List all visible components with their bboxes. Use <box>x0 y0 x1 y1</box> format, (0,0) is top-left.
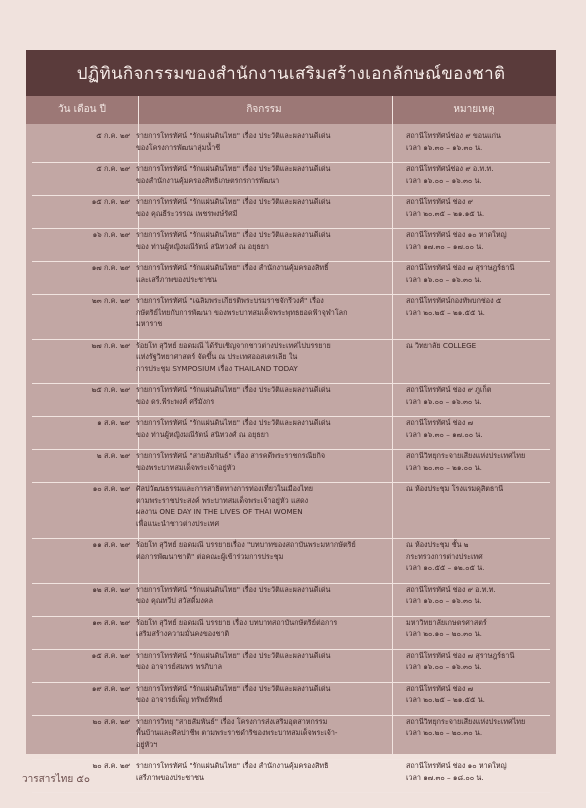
note-line: สถานีโทรทัศน์ ช่อง ๑๐ หาดใหญ่ <box>406 230 507 239</box>
note-line: สถานีโทรทัศน์ ช่อง ๑๐ หาดใหญ่ <box>406 761 507 770</box>
table-row <box>26 130 556 163</box>
row-activity <box>136 483 386 529</box>
header-note: หมายเหตุ <box>453 104 495 115</box>
row-note <box>406 295 554 318</box>
row-activity <box>136 262 386 285</box>
table-row <box>26 340 556 385</box>
row-date: ๒ ส.ค. ๒๙ <box>96 451 130 460</box>
note-line: เวลา ๑๖.๐๐ – ๑๖.๓๐ น. <box>406 662 482 671</box>
activity-line: ศิลปวัฒนธรรมและการสาธิตทางการท่องเที่ยวในเมืองไทย <box>136 484 313 493</box>
row-date: ๒๐ ส.ค. ๒๙ <box>92 761 130 770</box>
row-note <box>406 229 554 252</box>
table-row <box>26 163 556 196</box>
note-line: สถานีวิทยุกระจายเสียงแห่งประเทศไทย <box>406 716 526 726</box>
note-line: ณ วิทยาลัย COLLEGE <box>406 340 477 350</box>
note-line: เวลา ๑๖.๓๐ – ๑๗.๐๐ น. <box>406 429 483 439</box>
row-date: ๑๒ ส.ค. ๒๙ <box>92 584 130 594</box>
activity-line: มหาราช <box>136 319 163 328</box>
note-line: สถานีโทรทัศน์ ช่อง ๗ สุราษฎร์ธานี <box>406 650 515 660</box>
row-note <box>406 683 554 706</box>
note-line: เวลา ๑๖.๐๐ – ๑๖.๓๐ น. <box>406 596 482 605</box>
row-date: ๒๕ ก.ค. ๒๙ <box>91 385 130 394</box>
note-line: เวลา ๑๗.๓๐ – ๑๘.๐๐ น. <box>406 772 484 782</box>
note-line: สถานีโทรทัศน์ ช่อง ๗ <box>406 683 474 693</box>
row-date: ๒๓ ก.ค. ๒๙ <box>92 296 130 305</box>
activity-line: ของ ดร.พีระพงศ์ ศรีมังกร <box>136 396 215 406</box>
table-row <box>26 617 556 650</box>
activity-line: รายการโทรทัศน์ "รักแผ่นดินไทย" เรื่อง ประวัติและผลงานดีเด่น <box>136 197 331 206</box>
row-activity <box>136 450 386 473</box>
note-line: ณ ห้องประชุม โรงแรมดุสิตธานี <box>406 484 504 493</box>
row-note <box>406 384 554 407</box>
row-note <box>406 617 554 640</box>
table-row <box>26 229 556 262</box>
table-row <box>26 760 556 793</box>
note-line: เวลา ๑๗.๓๐ – ๑๗.๐๐ น. <box>406 241 484 251</box>
row-activity <box>136 417 386 440</box>
row-date: ๑๖ ก.ค. ๒๙ <box>92 230 130 239</box>
note-line: สถานีโทรทัศน์ ช่อง ๙ ภูเก็ต <box>406 385 492 394</box>
row-activity <box>136 716 386 751</box>
note-line: เวลา ๒๐.๒๕ – ๒๑.๕๕ น. <box>406 695 485 704</box>
row-note <box>406 584 554 607</box>
note-line: สถานีโทรทัศน์ ช่อง ๙ อ.ท.ท. <box>406 584 496 594</box>
row-activity <box>136 229 386 252</box>
activity-line: และเสรีภาพของประชาชน <box>136 274 217 284</box>
row-activity <box>136 163 386 186</box>
note-line: กระทรวงการต่างประเทศ <box>406 551 483 561</box>
activity-line: รายการโทรทัศน์ "รักแผ่นดินไทย" เรื่อง ประวัติและผลงานดีเด่น <box>136 650 331 660</box>
note-line: เวลา ๑๖.๐๐ – ๑๖.๓๐ น. <box>406 396 482 406</box>
row-note <box>406 760 554 783</box>
activity-line: ร้อยโท สุวิทย์ ยอดมณี บรรยายเรื่อง "บทบาทของสถาบันพระมหากษัตริย์ <box>136 540 356 549</box>
note-line: เวลา ๒๐.๓๕ – ๒๑.๑๕ น. <box>406 208 485 218</box>
activity-line: เสริมสร้างความมั่นคงของชาติ <box>136 629 230 638</box>
activity-line: ร้อยโท สุวิทย์ ยอดมณี บรรยาย เรื่อง บทบาทสถาบันกษัตริย์ต่อการ <box>136 617 338 627</box>
row-note <box>406 196 554 219</box>
table-row <box>26 262 556 295</box>
activity-line: ของ คุณทวีป สวัสดิ์มงคล <box>136 596 214 605</box>
row-date: ๑๙ ส.ค. ๒๙ <box>91 683 130 693</box>
row-date: ๒๗ ก.ค. ๒๙ <box>91 340 130 350</box>
row-note <box>406 417 554 440</box>
activity-line: การประชุม SYMPOSIUM เรื่อง THAILAND TODAY <box>136 363 298 373</box>
activity-line: กษัตริย์ไทยกับการพัฒนา ของพระบาทสมเด็จพระพุทธยอดฟ้าจุฬาโลก <box>136 307 348 317</box>
activity-line: ของ อาจารย์สมพร พรภิบาล <box>136 662 223 671</box>
activity-line: ตามพระราชประสงค์ พระบาทสมเด็จพระเจ้าอยู่หัว แสดง <box>136 495 309 505</box>
activity-line: รายการโทรทัศน์ "รักแผ่นดินไทย" เรื่อง ประวัติและผลงานดีเด่น <box>136 385 331 394</box>
note-line: มหาวิทยาลัยเกษตรศาสตร์ <box>406 617 487 627</box>
row-note <box>406 450 554 473</box>
activity-line: รายการโทรทัศน์ "รักแผ่นดินไทย" เรื่อง ประวัติและผลงานดีเด่น <box>136 131 331 140</box>
note-line: เวลา ๑๐.๕๕ – ๑๒.๐๕ น. <box>406 563 485 572</box>
note-line: เวลา ๒๐.๒๐ – ๒๐.๓๐ น. <box>406 728 483 737</box>
note-line: สถานีโทรทัศน์ ช่อง ๙ <box>406 197 473 206</box>
row-activity <box>136 295 386 330</box>
activity-line: อยู่หัวฯ <box>136 739 158 749</box>
note-line: ณ ห้องประชุม ชั้น ๒ <box>406 540 469 549</box>
row-date: ๑๑ ส.ค. ๒๙ <box>92 540 130 549</box>
table-row <box>26 483 556 539</box>
table-row <box>26 716 556 761</box>
table-row <box>26 683 556 716</box>
table-row <box>26 196 556 229</box>
activity-line: รายการโทรทัศน์ "รักแผ่นดินไทย" เรื่อง ประวัติและผลงานดีเด่น <box>136 683 331 693</box>
activity-line: ของ อาจารย์เพ็ญ ทรัพย์ทิพย์ <box>136 695 223 704</box>
activity-line: รายการโทรทัศน์ "สายสัมพันธ์" เรื่อง สารคดีพระราชกรณียกิจ <box>136 451 326 460</box>
note-line: สถานีโทรทัศน์ ช่อง ๗ <box>406 418 474 427</box>
row-note <box>406 539 554 574</box>
table-row <box>26 384 556 417</box>
table-row <box>26 450 556 483</box>
activity-line: ของสำนักงานคุ้มครองสิทธิเกษตรกรการพัฒนา <box>136 175 280 185</box>
activity-line: ผลงาน ONE DAY IN THE LIVES OF THAI WOMEN <box>136 507 303 516</box>
row-activity <box>136 340 386 375</box>
activity-line: ต่อการพัฒนาชาติ" ต่อคณะผู้เข้าร่วมการประชุม <box>136 551 284 561</box>
row-activity <box>136 760 386 783</box>
row-note <box>406 163 554 186</box>
activity-line: ของโครงการพัฒนาลุ่มน้ำชี <box>136 142 221 152</box>
note-line: เวลา ๑๖.๓๐ – ๑๖.๓๐ น. <box>406 142 483 152</box>
row-date: ๕ ก.ค. ๒๙ <box>96 164 130 173</box>
activity-line: รายการโทรทัศน์ "รักแผ่นดินไทย" เรื่อง สำนักงานคุ้มครองสิทธิ์ <box>136 263 329 272</box>
row-activity <box>136 617 386 640</box>
row-note <box>406 650 554 673</box>
row-date: ๑ ส.ค. ๒๙ <box>97 418 130 427</box>
row-date: ๑๐ ส.ค. ๒๙ <box>92 484 130 493</box>
activity-line: รายการโทรทัศน์ "เฉลิมพระเกียรติพระบรมราชจักรีวงศ์" เรื่อง <box>136 296 324 305</box>
activity-line: ของ ท่านผู้หญิงมณีรัตน์ สนิทวงศ์ ณ อยุธยา <box>136 241 269 251</box>
activity-line: พื้นบ้านและศิลปาชีพ ตามพระราชดำริของพระบาทสมเด็จพระเจ้า- <box>136 728 338 737</box>
activity-line: รายการโทรทัศน์ "รักแผ่นดินไทย" เรื่อง ประวัติและผลงานดีเด่น <box>136 230 331 239</box>
table-row <box>26 650 556 683</box>
activity-line: ของ ท่านผู้หญิงมณีรัตน์ สนิทวงศ์ ณ อยุธยา <box>136 429 269 439</box>
header-activity: กิจกรรม <box>246 104 282 115</box>
calendar-title: ปฏิทินกิจกรรมของสำนักงานเสริมสร้างเอกลักษณ์ของชาติ <box>26 50 556 96</box>
row-note <box>406 262 554 285</box>
activity-line: เสรีภาพของประชาชน <box>136 772 204 782</box>
row-date: ๑๗ ก.ค. ๒๙ <box>91 263 130 272</box>
table-row <box>26 417 556 450</box>
row-activity <box>136 650 386 673</box>
note-line: สถานีโทรทัศน์กองทัพบกช่อง ๕ <box>406 296 502 305</box>
row-activity <box>136 196 386 219</box>
note-line: สถานีโทรทัศน์ช่อง ๙ ขอนแก่น <box>406 131 501 140</box>
row-activity <box>136 584 386 607</box>
row-date: ๑๕ ก.ค. ๒๙ <box>91 197 130 206</box>
row-activity <box>136 384 386 407</box>
activity-line: ร้อยโท สุวิทย์ ยอดมณี ได้รับเชิญจากชาวต่างประเทศไปบรรยาย <box>136 340 331 350</box>
row-date: ๕ ก.ค. ๒๙ <box>96 131 130 140</box>
row-date: ๑๕ ส.ค. ๒๙ <box>91 650 130 660</box>
activity-line: ของพระบาทสมเด็จพระเจ้าอยู่หัว <box>136 462 236 472</box>
note-line: สถานีโทรทัศน์ ช่อง ๗ สุราษฎร์ธานี <box>406 263 515 272</box>
note-line: เวลา ๑๖.๐๐ – ๑๖.๓๐ น. <box>406 274 482 284</box>
note-line: สถานีวิทยุกระจายเสียงแห่งประเทศไทย <box>406 451 526 460</box>
row-note <box>406 483 554 495</box>
row-note <box>406 130 554 153</box>
row-note <box>406 716 554 739</box>
activity-line: รายการโทรทัศน์ "รักแผ่นดินไทย" เรื่อง ประวัติและผลงานดีเด่น <box>136 418 331 427</box>
table-row <box>26 295 556 340</box>
activity-line: รายการโทรทัศน์ "รักแผ่นดินไทย" เรื่อง ประวัติและผลงานดีเด่น <box>136 164 331 173</box>
note-line: เวลา ๑๖.๐๐ – ๑๖.๓๐ น. <box>406 175 482 185</box>
activity-line: รายการโทรทัศน์ "รักแผ่นดินไทย" เรื่อง สำนักงานคุ้มครองสิทธิ <box>136 761 329 770</box>
activity-line: เพื่อแนะนำชาวต่างประเทศ <box>136 518 220 528</box>
note-line: เวลา ๒๐.๑๐ – ๒๐.๓๐ น. <box>406 629 482 638</box>
page-footer: วารสารไทย ๕๐ <box>22 774 91 785</box>
row-date: ๑๓ ส.ค. ๒๙ <box>92 617 130 627</box>
note-line: สถานีโทรทัศน์ช่อง ๙ อ.ท.ท. <box>406 164 494 173</box>
row-separator <box>32 792 550 793</box>
row-activity <box>136 539 386 562</box>
note-line: เวลา ๒๐.๓๐ – ๒๑.๐๐ น. <box>406 462 482 472</box>
activity-line: รายการวิทยุ "สายสัมพันธ์" เรื่อง โครงการส่งเสริมอุตสาหกรรม <box>136 716 328 726</box>
table-row <box>26 584 556 617</box>
calendar-rows <box>26 130 556 793</box>
row-date: ๒๐ ส.ค. ๒๙ <box>92 716 130 726</box>
activity-line: แห่งรัฐวิทยาศาสตร์ จัดขึ้น ณ ประเทศออสเตรเลีย ใน <box>136 352 298 361</box>
note-line: เวลา ๒๐.๒๕ – ๒๑.๕๕ น. <box>406 307 485 317</box>
header-date: วัน เดือน ปี <box>58 104 106 115</box>
activity-line: ของ คุณธีระวรรณ เพชรพงษ์รัศมี <box>136 208 238 218</box>
activity-line: รายการโทรทัศน์ "รักแผ่นดินไทย" เรื่อง ประวัติและผลงานดีเด่น <box>136 584 331 594</box>
table-header <box>26 96 556 124</box>
table-row <box>26 539 556 584</box>
row-note <box>406 340 554 352</box>
row-activity <box>136 130 386 153</box>
row-activity <box>136 683 386 706</box>
